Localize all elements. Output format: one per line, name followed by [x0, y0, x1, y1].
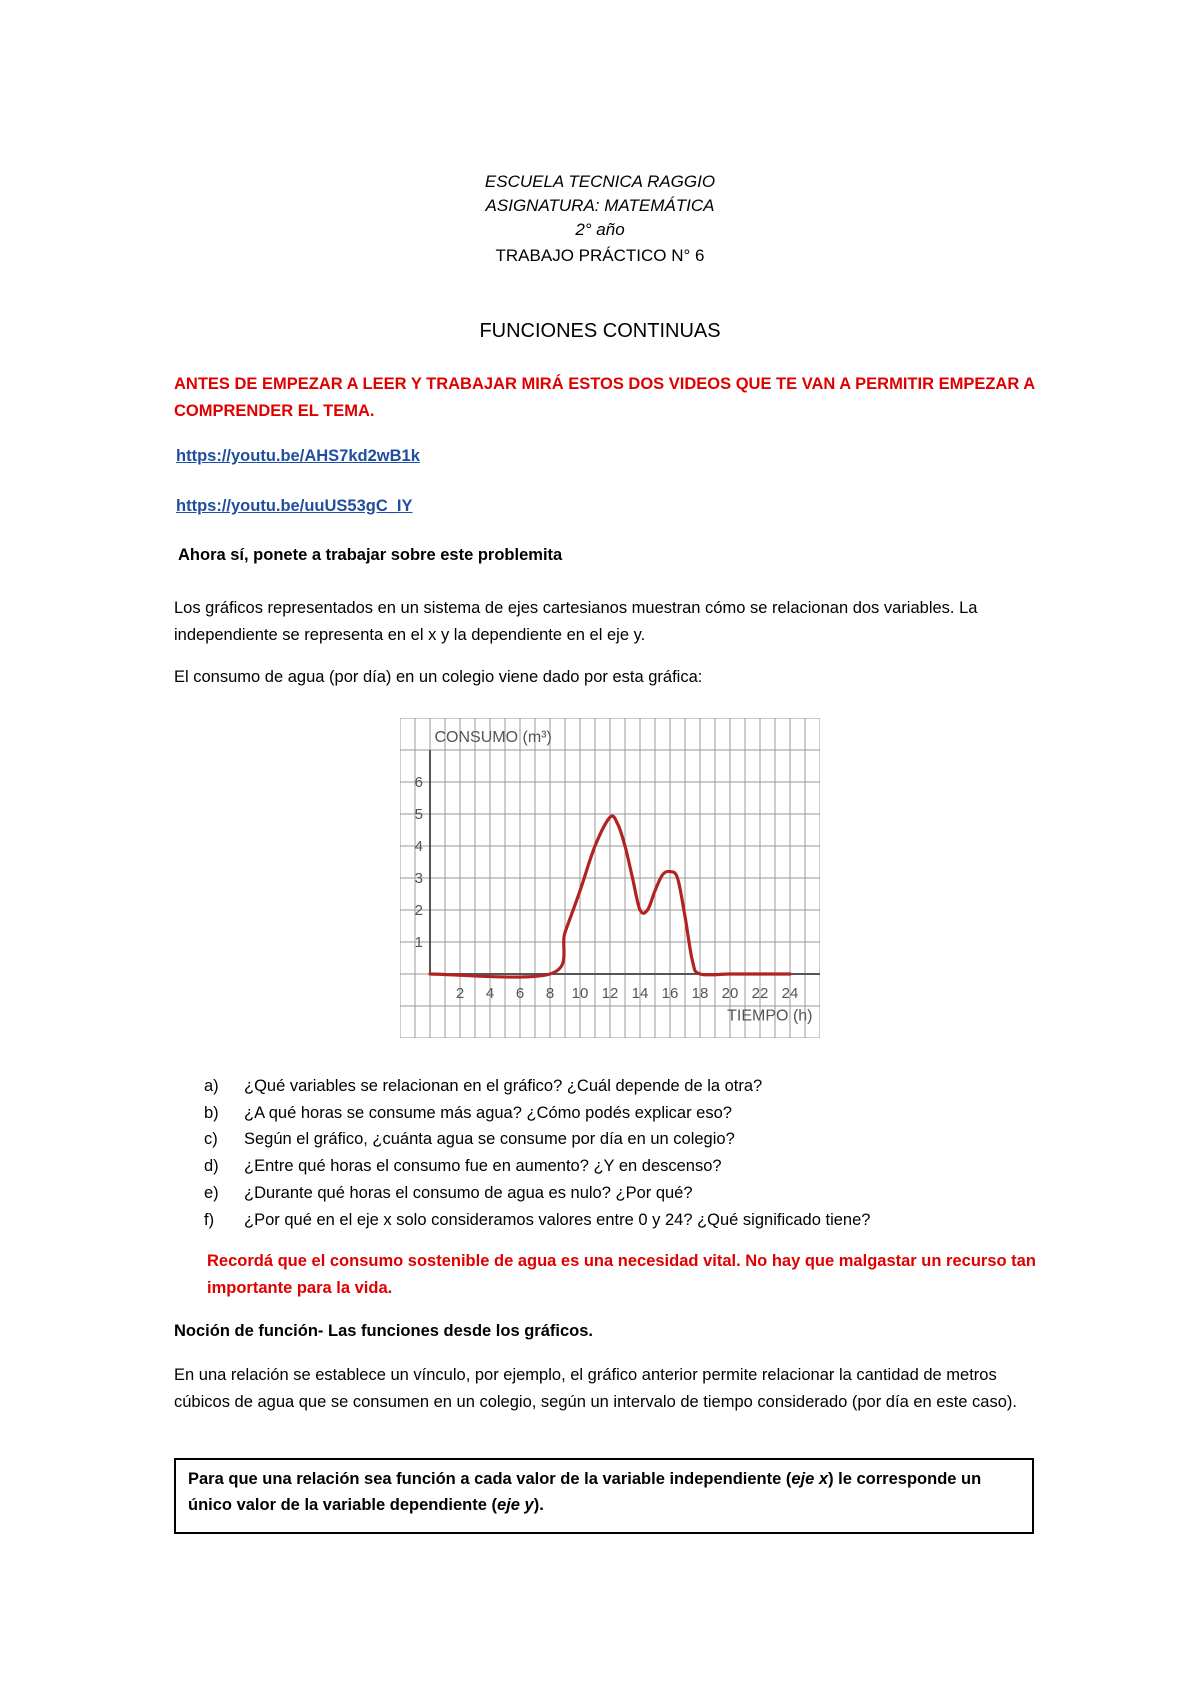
definition-text-2: ) le corresponde un único valor de la variable dependiente ( — [188, 1470, 982, 1514]
x-axis-label: TIEMPO (h) — [727, 1007, 813, 1025]
x-tick-label: 12 — [601, 985, 619, 1002]
y-tick-label: 6 — [414, 774, 423, 791]
intro-line: Ahora sí, ponete a trabajar sobre este problemita — [178, 546, 563, 564]
video-link-2[interactable]: https://youtu.be/uuUS53gC_IY — [176, 497, 413, 515]
y-tick-label: 3 — [414, 870, 423, 887]
school-name: ESCUELA TECNICA RAGGIO — [484, 172, 716, 191]
question-label: d) — [204, 1157, 219, 1176]
x-tick-label: 14 — [631, 985, 649, 1002]
definition-eje-y: eje y — [497, 1496, 534, 1514]
page-title: FUNCIONES CONTINUAS — [479, 320, 721, 342]
paragraph-water: El consumo de agua (por día) en un colegio viene dado por esta gráfica: — [174, 668, 703, 686]
assignment-number: TRABAJO PRÁCTICO N° 6 — [495, 246, 705, 265]
paragraph-cartesian: Los gráficos representados en un sistema de ejes cartesianos muestran cómo se relacionan dos variables. La independiente se representa en el x y la dependiente en el eje y. — [174, 599, 978, 644]
question-item — [204, 1100, 1054, 1127]
subject-line: ASIGNATURA: MATEMÁTICA — [485, 196, 715, 215]
question-label: b) — [204, 1103, 219, 1122]
y-tick-label: 5 — [414, 806, 423, 823]
definition-text-1: Para que una relación sea función a cada valor de la variable independiente ( — [188, 1470, 792, 1488]
x-tick-label: 8 — [545, 985, 555, 1002]
x-tick-label: 20 — [721, 985, 739, 1002]
question-text: Según el gráfico, ¿cuánta agua se consume por día en un colegio? — [244, 1130, 735, 1149]
sustainability-reminder: Recordá que el consumo sostenible de agua es una necesidad vital. No hay que malgastar un recurso tan importante para la vida. — [207, 1252, 1036, 1297]
question-text: ¿Por qué en el eje x solo consideramos valores entre 0 y 24? ¿Qué significado tiene? — [244, 1210, 871, 1229]
video-warning: ANTES DE EMPEZAR A LEER Y TRABAJAR MIRÁ ESTOS DOS VIDEOS QUE TE VAN A PERMITIR EMPEZAR A COMPRENDER EL TEMA. — [174, 375, 1035, 420]
question-item — [204, 1126, 1054, 1153]
x-tick-label: 4 — [485, 985, 495, 1002]
x-tick-label: 22 — [751, 985, 769, 1002]
y-tick-label: 1 — [414, 934, 423, 951]
y-tick-label: 2 — [414, 902, 423, 919]
definition-text-3: ). — [533, 1496, 544, 1514]
y-axis-label: CONSUMO (m³) — [434, 729, 552, 746]
question-text: ¿Durante qué horas el consumo de agua es nulo? ¿Por qué? — [244, 1183, 693, 1202]
x-tick-label: 18 — [691, 985, 709, 1002]
question-item — [204, 1073, 1054, 1100]
x-tick-label: 10 — [571, 985, 589, 1002]
question-label: a) — [204, 1077, 219, 1095]
question-text: ¿A qué horas se consume más agua? ¿Cómo podés explicar eso? — [244, 1103, 732, 1122]
question-text: ¿Qué variables se relacionan en el gráfico? ¿Cuál depende de la otra? — [244, 1077, 763, 1095]
question-item — [204, 1180, 1054, 1207]
year-line: 2° año — [575, 220, 625, 239]
question-label: f) — [204, 1210, 215, 1229]
y-tick-label: 4 — [414, 838, 423, 855]
x-tick-label: 16 — [661, 985, 679, 1002]
question-label: c) — [204, 1130, 218, 1149]
x-tick-label: 2 — [455, 985, 465, 1002]
water-consumption-chart — [400, 718, 820, 1038]
question-label: e) — [204, 1183, 219, 1202]
question-item — [204, 1153, 1054, 1180]
paragraph-relation: En una relación se establece un vínculo, por ejemplo, el gráfico anterior permite relacionar la cantidad de metros cúbicos de agua que se consumen en un colegio, según un intervalo de tiempo considerado (por día en este caso). — [174, 1366, 1017, 1411]
definition-eje-x: eje x — [791, 1470, 829, 1488]
x-tick-label: 24 — [781, 985, 799, 1002]
question-text: ¿Entre qué horas el consumo fue en aumento? ¿Y en descenso? — [244, 1157, 722, 1176]
question-item — [204, 1207, 1054, 1234]
x-tick-label: 6 — [515, 985, 525, 1002]
notion-title: Noción de función- Las funciones desde los gráficos. — [174, 1322, 593, 1340]
function-definition-box — [174, 1458, 1034, 1534]
video-link-1[interactable]: https://youtu.be/AHS7kd2wB1k — [176, 447, 420, 465]
questions-list — [204, 1073, 1054, 1233]
